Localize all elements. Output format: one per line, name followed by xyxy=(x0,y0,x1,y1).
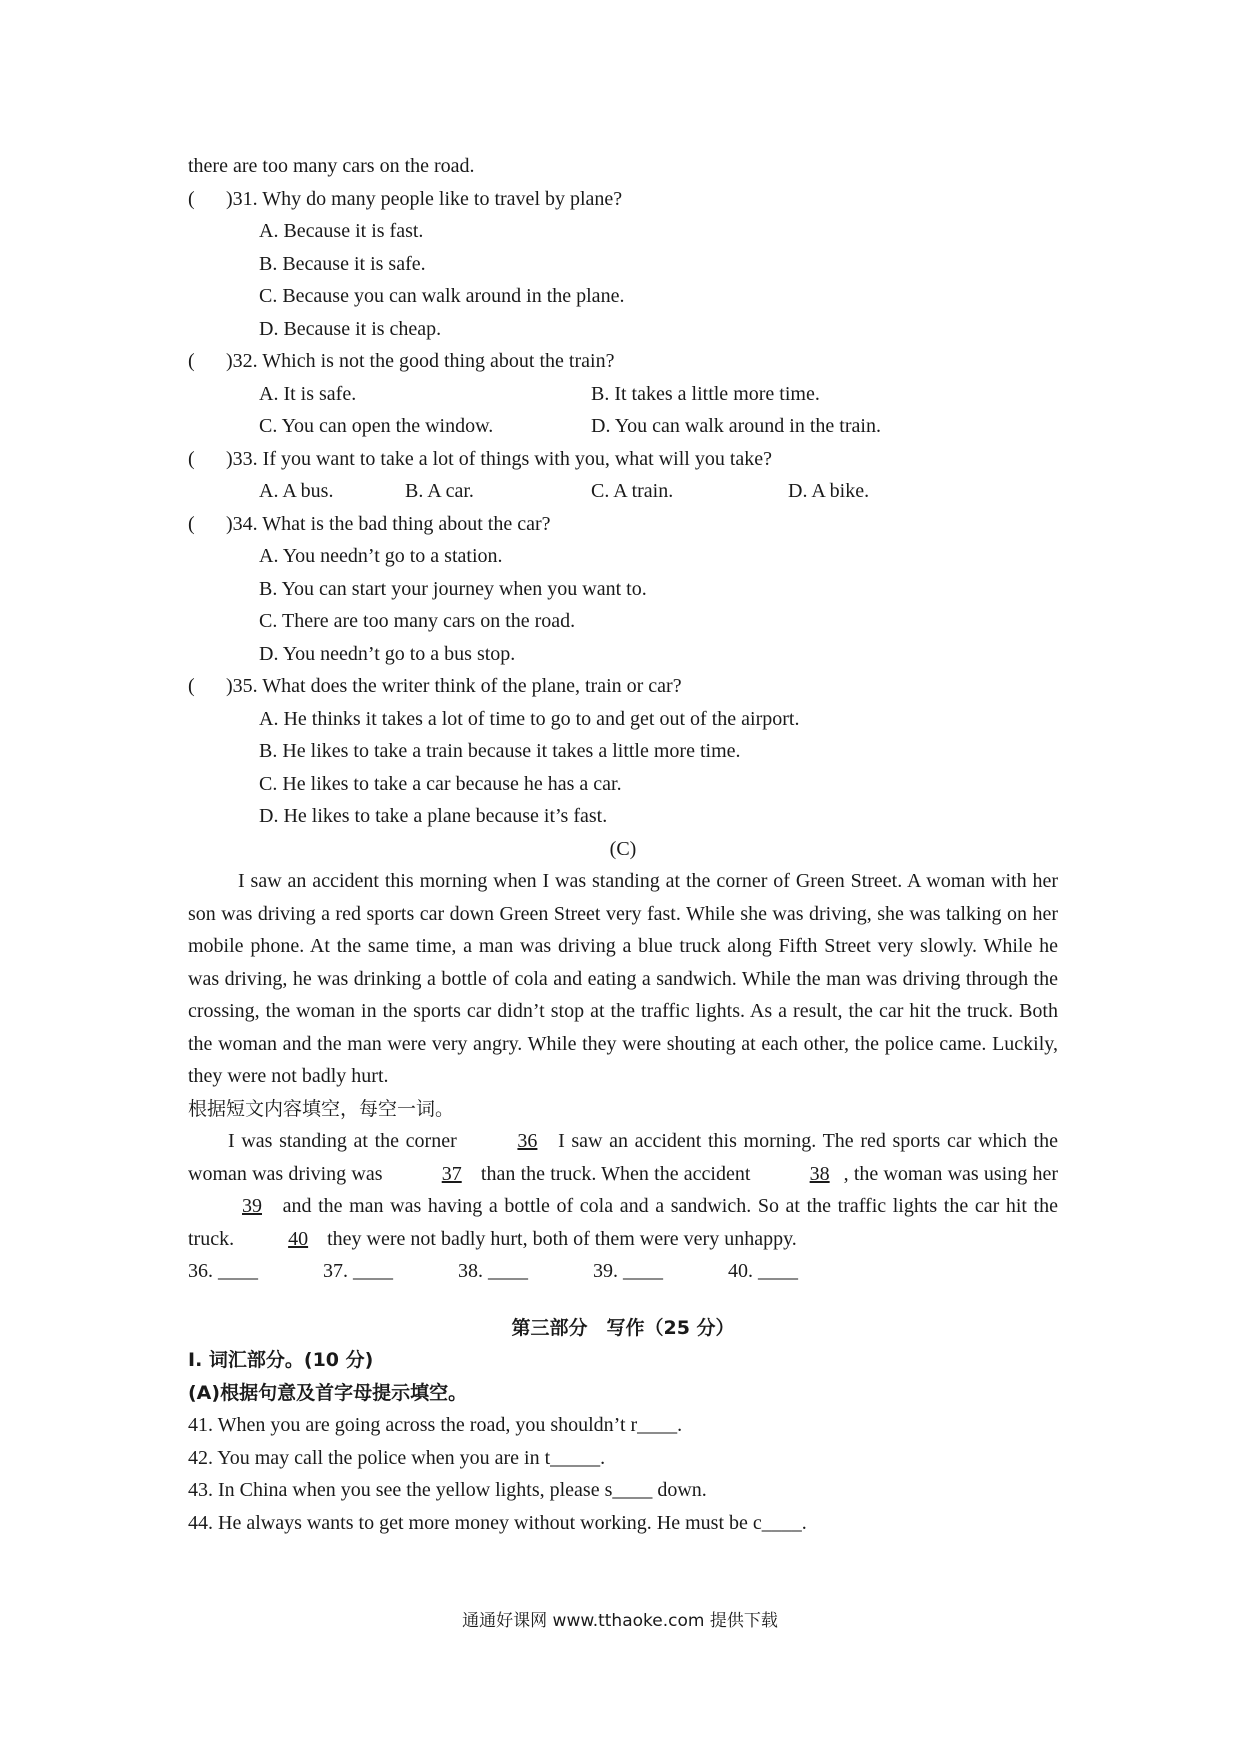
option: B. Because it is safe. xyxy=(259,252,426,275)
question-text: )32. Which is not the good thing about the train? xyxy=(226,350,615,372)
summary-text: than the truck. When the accident xyxy=(475,1162,756,1185)
question-33 xyxy=(188,443,1058,476)
option: A. He thinks it takes a lot of time to go to and get out of the airport. xyxy=(259,707,800,730)
question-text: )34. What is the bad thing about the car? xyxy=(226,512,551,535)
question-text: )31. Why do many people like to travel by plane? xyxy=(226,187,623,210)
option: D. You can walk around in the train. xyxy=(591,415,881,437)
option-row xyxy=(188,410,1058,443)
blank-37: 37 xyxy=(441,1162,462,1185)
vocab-item: 44. He always wants to get more money without working. He must be c____. xyxy=(188,1511,807,1534)
summary-text: I saw an accident this morning. The red sports car which the woman was driving was xyxy=(188,1130,1058,1185)
option: C. You can open the window. xyxy=(259,415,494,437)
summary-paragraph xyxy=(188,1125,1058,1255)
blank-39: 39 xyxy=(242,1195,262,1217)
vocab-item: 43. In China when you see the yellow lights, please s____ down. xyxy=(188,1479,707,1501)
vocab-item: 42. You may call the police when you are in t_____. xyxy=(188,1446,606,1469)
option: C. He likes to take a car because he has a car. xyxy=(259,772,622,795)
option: D. A bike. xyxy=(788,480,870,502)
passage: I saw an accident this morning when I was standing at the corner of Green Street. A woman with her son was driving a red sports car down Green Street very fast. While she was driving, she was talking on her mobile phone. At the same time, a man was driving a blue truck along Fifth Street very slowly. While he was driving, he was drinking a bottle of cola and eating a sandwich. While the man was driving through the crossing, the woman in the sports car didn’t stop at the traffic lights. As a result, the car hit the truck. Both the woman and the man were very angry. While they were shouting at each other, the police came. Luckily, they were not badly hurt. xyxy=(188,870,1058,1087)
blank-36: 36 xyxy=(517,1130,538,1152)
instruction: 根据短文内容填空，每空一词。 xyxy=(188,1097,455,1120)
page-content xyxy=(188,150,1058,1539)
option: B. A car. xyxy=(405,480,474,502)
blank-38: 38 xyxy=(809,1162,830,1185)
summary-text: I was standing at the corner xyxy=(228,1130,464,1152)
option: A. You needn’t go to a station. xyxy=(259,545,503,567)
intro-line: there are too many cars on the road. xyxy=(188,155,475,177)
option: D. You needn’t go to a bus stop. xyxy=(259,642,516,665)
answer-38: 38. ____ xyxy=(458,1260,528,1282)
option: C. There are too many cars on the road. xyxy=(259,610,576,632)
sub-heading: (A)根据句意及首字母提示填空。 xyxy=(188,1381,468,1404)
question-34 xyxy=(188,508,1058,541)
summary-text: they were not badly hurt, both of them were very unhappy. xyxy=(322,1227,797,1250)
answer-37: 37. ____ xyxy=(323,1260,393,1282)
question-text: )33. If you want to take a lot of things with you, what will you take? xyxy=(226,447,773,470)
option: D. He likes to take a plane because it’s fast. xyxy=(259,805,608,827)
answer-paren: ( xyxy=(188,350,195,372)
summary-text: and the man was having a bottle of cola and a sandwich. So at the traffic lights the car hit the truck. xyxy=(188,1195,1058,1250)
option: A. It is safe. xyxy=(259,382,357,405)
answer-36: 36. ____ xyxy=(188,1260,258,1282)
option: B. It takes a little more time. xyxy=(591,382,820,405)
vocab-heading: I. 词汇部分。(10 分) xyxy=(188,1349,374,1371)
question-31 xyxy=(188,183,1058,216)
option: D. Because it is cheap. xyxy=(259,317,442,340)
answer-paren: ( xyxy=(188,187,195,210)
option: C. A train. xyxy=(591,480,674,502)
question-32 xyxy=(188,345,1058,378)
answer-40: 40. ____ xyxy=(728,1260,798,1282)
option: A. Because it is fast. xyxy=(259,220,424,242)
option-row xyxy=(188,475,1058,508)
section-label: (C) xyxy=(609,837,637,860)
footer-text: 通通好课网 www.tthaoke.com 提供下载 xyxy=(462,1611,778,1631)
vocab-item: 41. When you are going across the road, you shouldn’t r____. xyxy=(188,1414,683,1436)
answer-paren: ( xyxy=(188,512,195,535)
answer-line xyxy=(188,1255,1058,1288)
blank-40: 40 xyxy=(288,1227,309,1250)
option: A. A bus. xyxy=(259,480,334,502)
question-text: )35. What does the writer think of the plane, train or car? xyxy=(226,675,682,697)
part3-title: 第三部分 写作（25 分） xyxy=(511,1316,735,1339)
answer-paren: ( xyxy=(188,447,195,470)
answer-paren: ( xyxy=(188,675,195,697)
option-row xyxy=(188,378,1058,411)
option: C. Because you can walk around in the plane. xyxy=(259,285,625,307)
answer-39: 39. ____ xyxy=(593,1260,663,1282)
option: B. He likes to take a train because it takes a little more time. xyxy=(259,740,741,762)
question-35 xyxy=(188,670,1058,703)
option: B. You can start your journey when you want to. xyxy=(259,577,647,600)
summary-text: , the woman was using her xyxy=(843,1162,1058,1185)
